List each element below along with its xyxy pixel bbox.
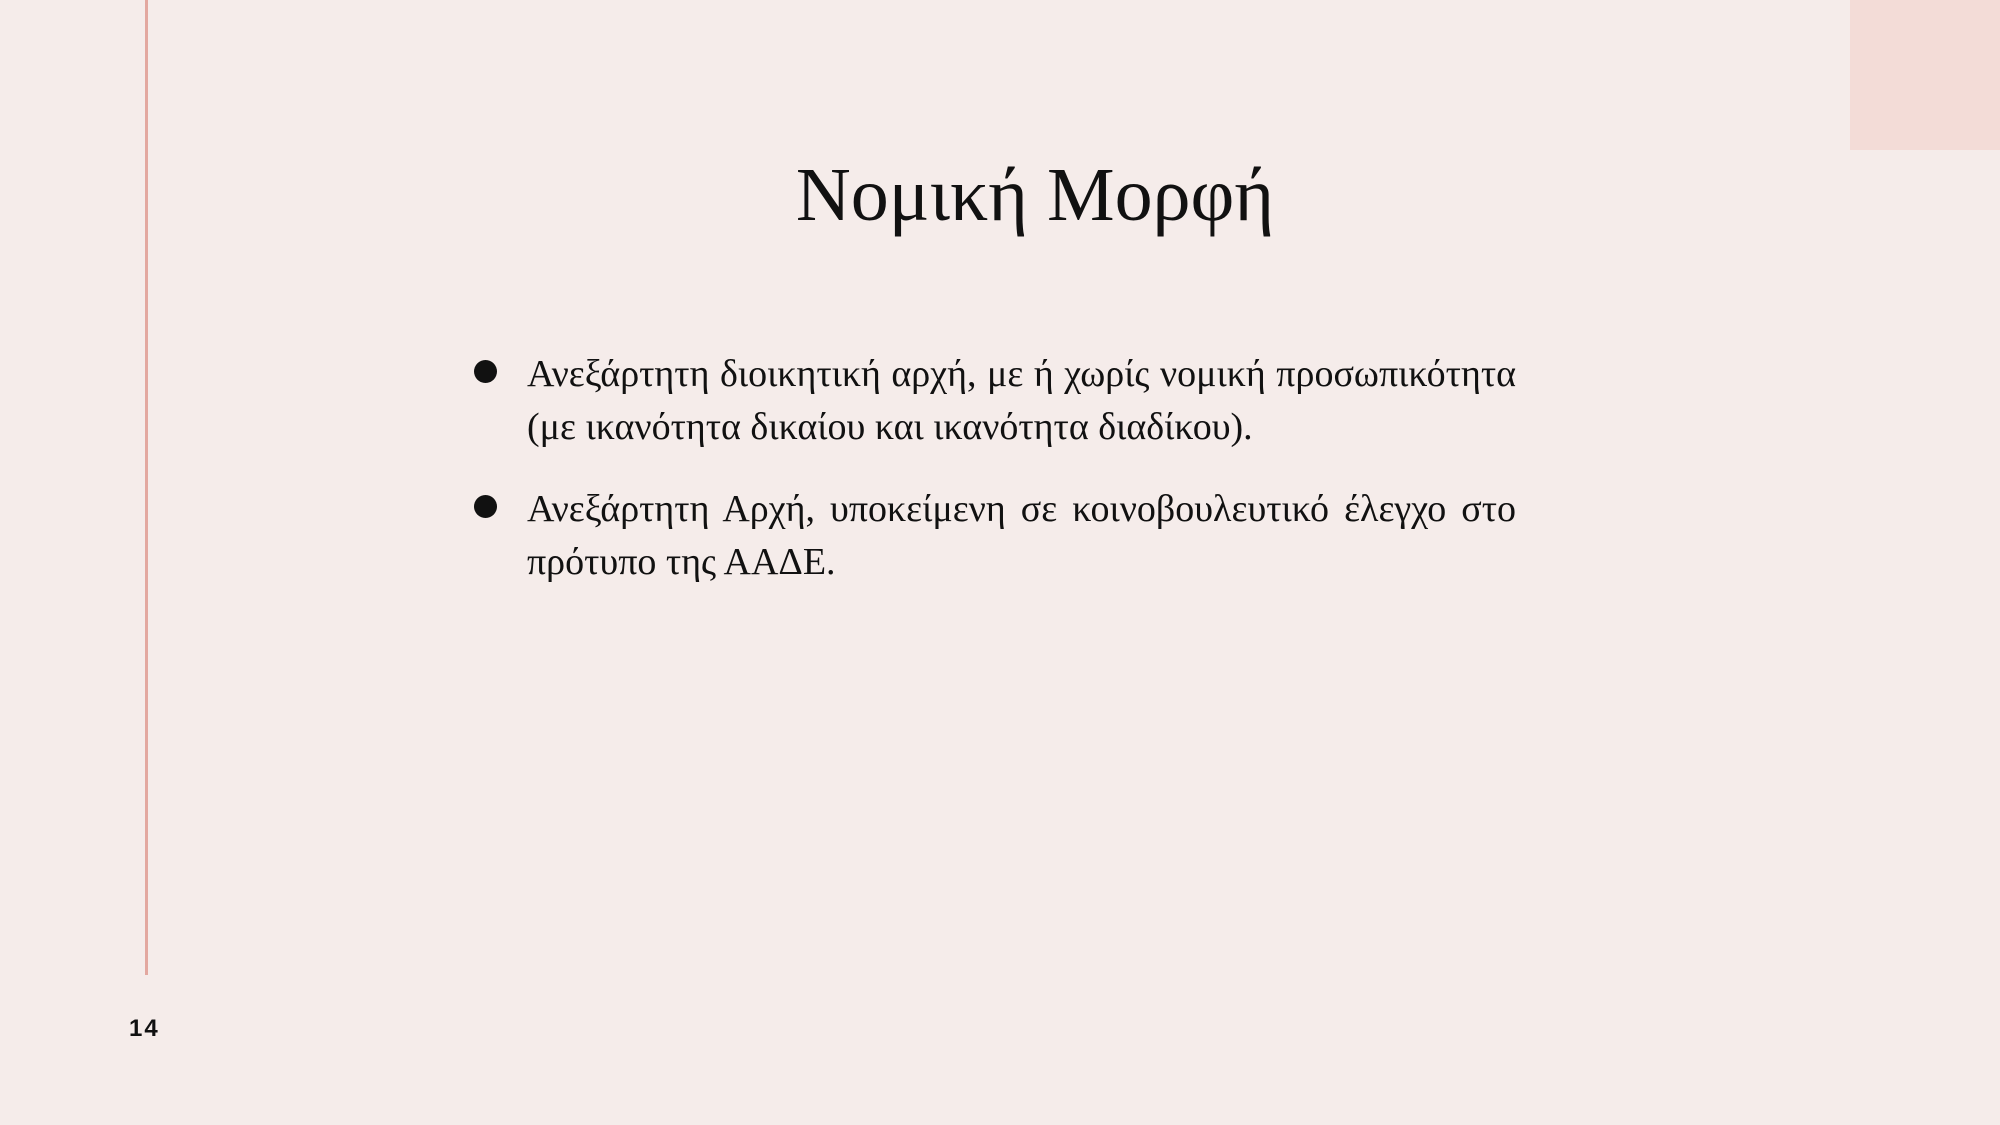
bullet-list [474, 348, 1516, 618]
bullet-item [474, 348, 1516, 454]
bullet-text: Ανεξάρτητη διοικητική αρχή, με ή χωρίς νομική προσωπικότητα (με ικανότητα δικαίου και ικανότητα διαδίκου). [527, 353, 1516, 448]
bullet-dot-icon [474, 360, 497, 383]
slide-title: Νομική Μορφή [795, 153, 1275, 237]
bullet-dot-icon [474, 495, 497, 518]
bullet-item [474, 483, 1516, 589]
left-accent-line [145, 0, 148, 975]
page-number: 14 [129, 1015, 160, 1042]
corner-decoration [1850, 0, 2000, 150]
bullet-text: Ανεξάρτητη Αρχή, υποκείμενη σε κοινοβουλευτικό έλεγχο στο πρότυπο της ΑΑΔΕ. [527, 488, 1516, 583]
